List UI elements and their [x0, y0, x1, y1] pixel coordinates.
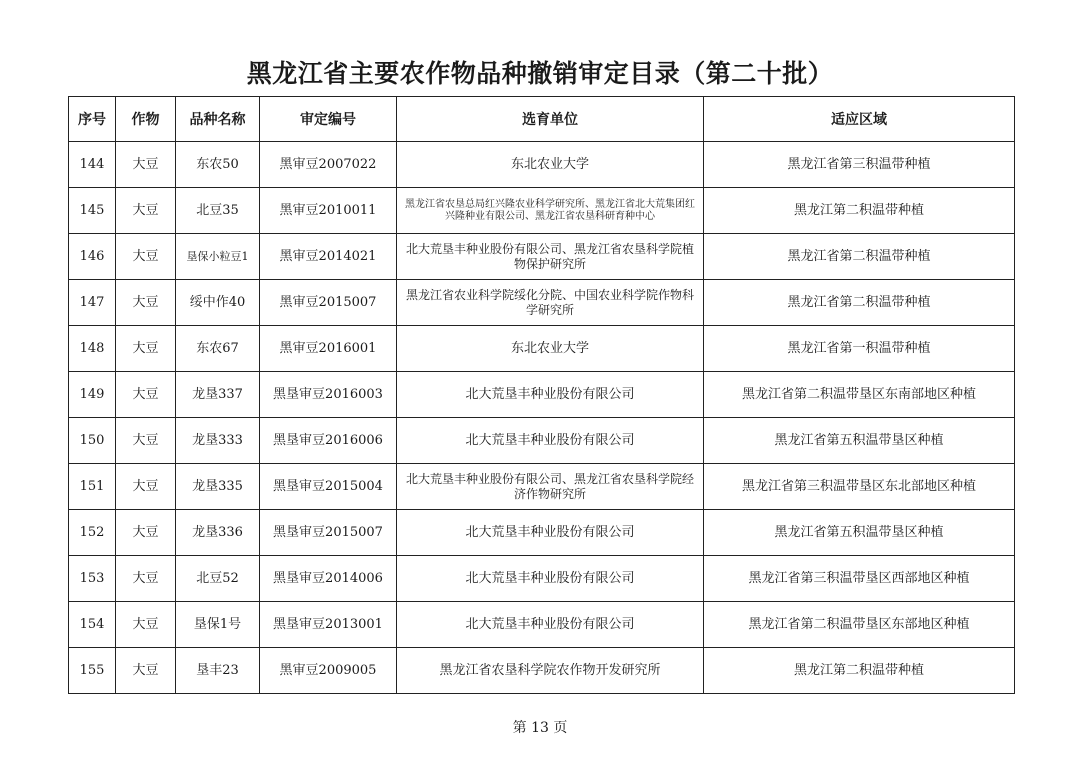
- cell-breeder: 黑龙江省农业科学院绥化分院、中国农业科学院作物科学研究所: [397, 280, 704, 326]
- table-row: [69, 418, 1015, 464]
- cell-variety: 垦保1号: [176, 602, 260, 648]
- cell-breeder: 北大荒垦丰种业股份有限公司: [397, 372, 704, 418]
- cell-variety: 龙垦337: [176, 372, 260, 418]
- cell-variety: 绥中作40: [176, 280, 260, 326]
- cell-approval-code: 黑垦审豆2015007: [260, 510, 397, 556]
- cell-approval-code: 黑审豆2016001: [260, 326, 397, 372]
- cell-breeder: 北大荒垦丰种业股份有限公司: [397, 556, 704, 602]
- cell-approval-code: 黑垦审豆2013001: [260, 602, 397, 648]
- cell-crop: 大豆: [116, 602, 176, 648]
- cell-crop: 大豆: [116, 142, 176, 188]
- cell-approval-code: 黑垦审豆2014006: [260, 556, 397, 602]
- table-row: [69, 602, 1015, 648]
- column-header-breeder: 选育单位: [397, 97, 704, 142]
- column-header-index: 序号: [69, 97, 116, 142]
- cell-crop: 大豆: [116, 510, 176, 556]
- cell-region: 黑龙江省第三积温带垦区东北部地区种植: [704, 464, 1015, 510]
- cell-index: 155: [69, 648, 116, 694]
- cell-crop: 大豆: [116, 372, 176, 418]
- table-row: [69, 648, 1015, 694]
- column-header-region: 适应区域: [704, 97, 1015, 142]
- cell-index: 149: [69, 372, 116, 418]
- cell-variety: 北豆35: [176, 188, 260, 234]
- cell-region: 黑龙江省第二积温带垦区东南部地区种植: [704, 372, 1015, 418]
- cell-breeder: 黑龙江省农垦总局红兴隆农业科学研究所、黑龙江省北大荒集团红兴隆种业有限公司、黑龙江省农垦科研育种中心: [397, 188, 704, 234]
- cell-approval-code: 黑审豆2009005: [260, 648, 397, 694]
- table-row: [69, 464, 1015, 510]
- cell-index: 153: [69, 556, 116, 602]
- cell-variety: 龙垦333: [176, 418, 260, 464]
- cell-approval-code: 黑审豆2007022: [260, 142, 397, 188]
- cell-breeder: 北大荒垦丰种业股份有限公司、黑龙江省农垦科学院植物保护研究所: [397, 234, 704, 280]
- cell-crop: 大豆: [116, 280, 176, 326]
- cell-region: 黑龙江第二积温带种植: [704, 648, 1015, 694]
- table-row: [69, 142, 1015, 188]
- table-row: [69, 326, 1015, 372]
- cell-breeder: 北大荒垦丰种业股份有限公司、黑龙江省农垦科学院经济作物研究所: [397, 464, 704, 510]
- table-row: [69, 556, 1015, 602]
- column-header-variety: 品种名称: [176, 97, 260, 142]
- cell-approval-code: 黑审豆2010011: [260, 188, 397, 234]
- cell-variety: 北豆52: [176, 556, 260, 602]
- cell-variety: 龙垦335: [176, 464, 260, 510]
- cell-breeder: 东北农业大学: [397, 142, 704, 188]
- cell-crop: 大豆: [116, 234, 176, 280]
- table-row: [69, 280, 1015, 326]
- cell-approval-code: 黑审豆2015007: [260, 280, 397, 326]
- column-header-crop: 作物: [116, 97, 176, 142]
- cell-breeder: 黑龙江省农垦科学院农作物开发研究所: [397, 648, 704, 694]
- table-row: [69, 188, 1015, 234]
- cell-breeder: 北大荒垦丰种业股份有限公司: [397, 510, 704, 556]
- table-row: [69, 372, 1015, 418]
- cell-region: 黑龙江第二积温带种植: [704, 188, 1015, 234]
- column-header-approval-code: 审定编号: [260, 97, 397, 142]
- cell-approval-code: 黑审豆2014021: [260, 234, 397, 280]
- cell-crop: 大豆: [116, 326, 176, 372]
- cell-approval-code: 黑垦审豆2016006: [260, 418, 397, 464]
- cell-crop: 大豆: [116, 556, 176, 602]
- cell-region: 黑龙江省第一积温带种植: [704, 326, 1015, 372]
- cell-region: 黑龙江省第三积温带垦区西部地区种植: [704, 556, 1015, 602]
- cell-index: 154: [69, 602, 116, 648]
- cell-crop: 大豆: [116, 188, 176, 234]
- variety-revocation-table: [68, 96, 1015, 694]
- cell-index: 148: [69, 326, 116, 372]
- cell-index: 150: [69, 418, 116, 464]
- cell-variety: 东农50: [176, 142, 260, 188]
- cell-variety: 垦丰23: [176, 648, 260, 694]
- table-row: [69, 234, 1015, 280]
- cell-crop: 大豆: [116, 464, 176, 510]
- cell-breeder: 东北农业大学: [397, 326, 704, 372]
- cell-crop: 大豆: [116, 648, 176, 694]
- cell-breeder: 北大荒垦丰种业股份有限公司: [397, 602, 704, 648]
- cell-index: 152: [69, 510, 116, 556]
- cell-region: 黑龙江省第二积温带种植: [704, 280, 1015, 326]
- cell-variety: 龙垦336: [176, 510, 260, 556]
- cell-region: 黑龙江省第二积温带垦区东部地区种植: [704, 602, 1015, 648]
- cell-index: 145: [69, 188, 116, 234]
- table-header-row: [69, 97, 1015, 142]
- page-number: 第 13 页: [512, 720, 568, 736]
- cell-approval-code: 黑垦审豆2015004: [260, 464, 397, 510]
- cell-breeder: 北大荒垦丰种业股份有限公司: [397, 418, 704, 464]
- cell-crop: 大豆: [116, 418, 176, 464]
- cell-variety: 垦保小粒豆1: [176, 234, 260, 280]
- cell-region: 黑龙江省第五积温带垦区种植: [704, 418, 1015, 464]
- cell-variety: 东农67: [176, 326, 260, 372]
- cell-index: 146: [69, 234, 116, 280]
- cell-region: 黑龙江省第五积温带垦区种植: [704, 510, 1015, 556]
- page-title: 黑龙江省主要农作物品种撤销审定目录（第二十批）: [246, 59, 834, 88]
- table-row: [69, 510, 1015, 556]
- cell-region: 黑龙江省第三积温带种植: [704, 142, 1015, 188]
- cell-approval-code: 黑垦审豆2016003: [260, 372, 397, 418]
- cell-index: 147: [69, 280, 116, 326]
- cell-index: 151: [69, 464, 116, 510]
- cell-index: 144: [69, 142, 116, 188]
- cell-region: 黑龙江省第二积温带种植: [704, 234, 1015, 280]
